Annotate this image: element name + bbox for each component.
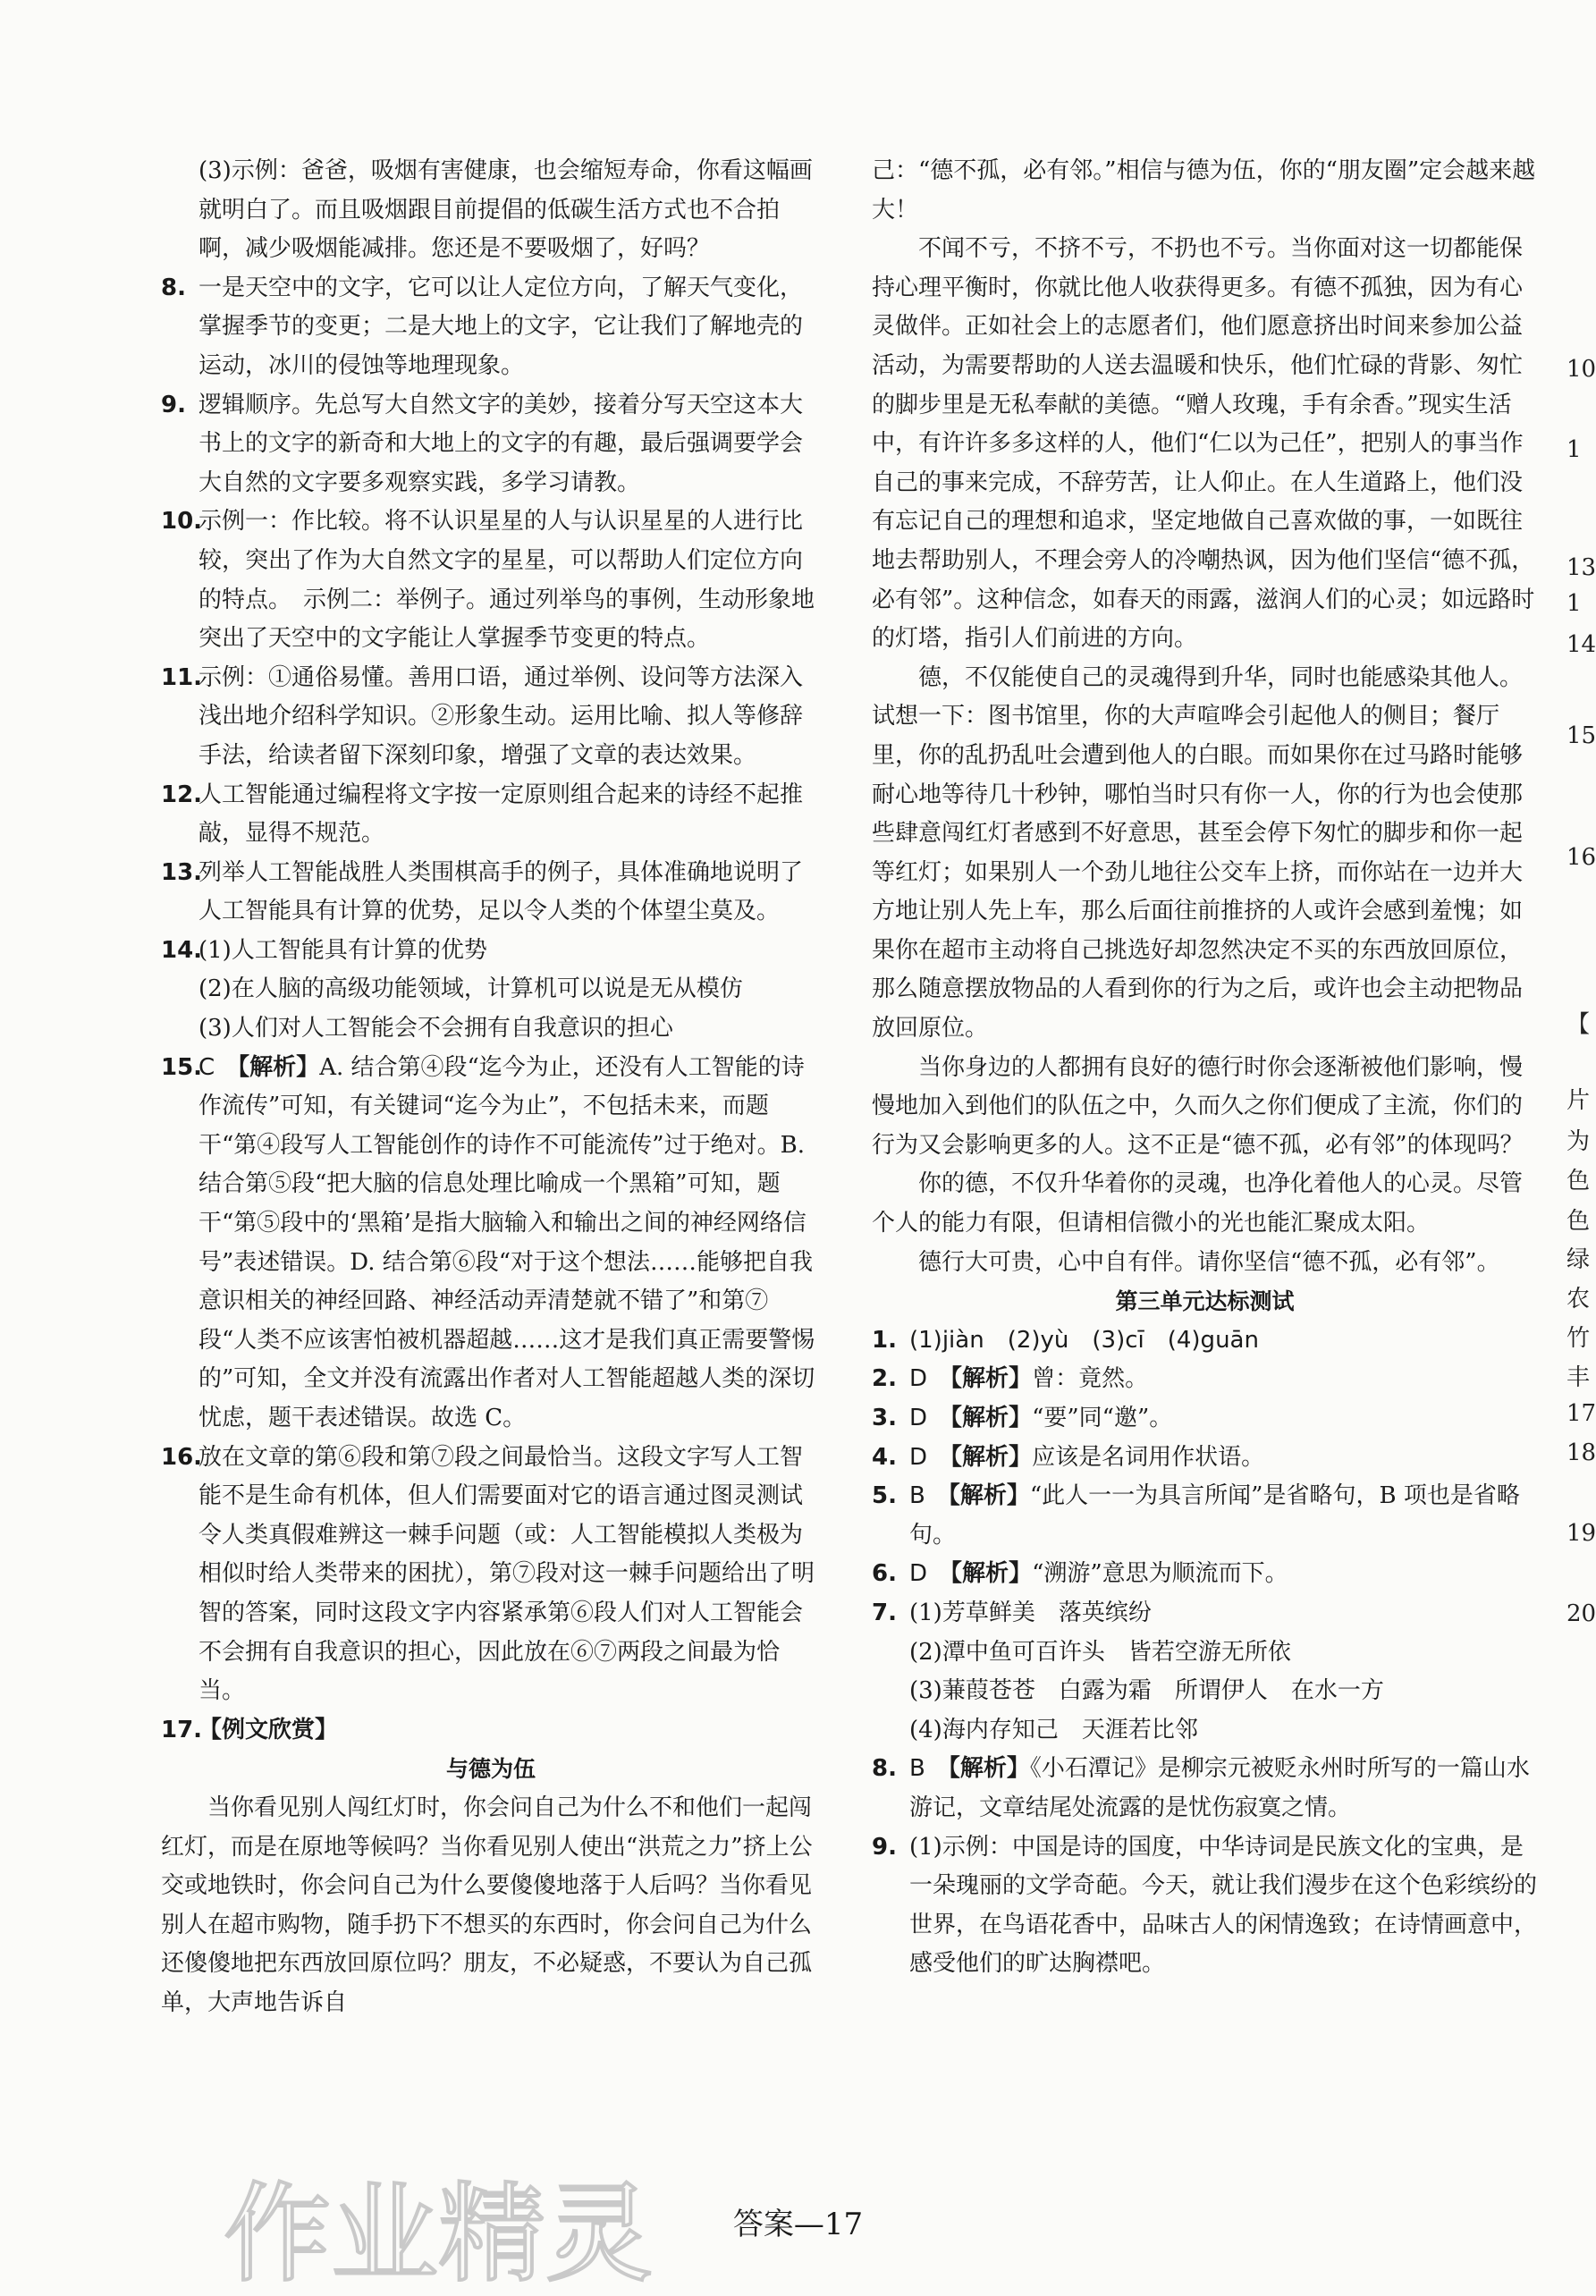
- item-number: 5.: [872, 1482, 897, 1510]
- left-column: [161, 152, 821, 2023]
- answer-item-9: [161, 386, 821, 503]
- section-title: 第三单元达标测试: [1115, 1288, 1295, 1315]
- analysis-text: 曾：竟然。: [1032, 1365, 1149, 1393]
- item-text: (1)jiàn (2)yù (3)cī (4)guān: [909, 1326, 1259, 1354]
- answer-item-16: [161, 1439, 821, 1711]
- edge-char: 片: [1566, 1087, 1591, 1114]
- edge-char: 色: [1566, 1208, 1591, 1235]
- item-number: 11.: [161, 663, 203, 691]
- essay-paragraph-5: 你的德，不仅升华着你的灵魂，也净化着他人的心灵。尽管个人的能力有限，但请相信微小的光也能汇聚成太阳。: [872, 1170, 1524, 1237]
- item-number: 12.: [161, 781, 203, 808]
- item-number: 15.: [161, 1053, 203, 1081]
- unit-test-item-4: [872, 1439, 1538, 1478]
- edge-char: 1: [1566, 436, 1582, 463]
- unit-test-item-1: [872, 1321, 1538, 1361]
- item-number: 1.: [872, 1326, 897, 1354]
- item-number: 16.: [161, 1443, 203, 1471]
- item-sub-1: (1)人工智能具有计算的优势: [198, 936, 487, 964]
- item-sub-4: (4)海内存知己 天涯若比邻: [909, 1716, 1198, 1743]
- analysis-tag: 【解析】: [238, 1053, 320, 1081]
- answer-item-10: [161, 502, 821, 658]
- edge-char: 农: [1566, 1286, 1591, 1313]
- edge-char: 14: [1566, 631, 1596, 658]
- unit-test-item-9: [872, 1828, 1538, 1984]
- item-number: 9.: [872, 1833, 897, 1861]
- item-number: 7.: [872, 1599, 897, 1626]
- answer-letter: C: [198, 1053, 215, 1081]
- item-text: [198, 1049, 821, 1439]
- essay-paragraph-1: 当你看见别人闯红灯时，你会问自己为什么不和他们一起闯红灯，而是在原地等候吗？当你看见别人使出“洪荒之力”挤上公交或地铁时，你会问自己为什么要傻傻地落于人后吗？当你看见别人在超市购物，随手扔下不想买的东西时，你会问自己为什么还傻傻地把东西放回原位吗？朋友，不必疑惑，不要认为自己孤单，大声地告诉自: [161, 1794, 813, 2016]
- edge-char: 竹: [1566, 1325, 1591, 1352]
- analysis-text: “溯游”意思为顺流而下。: [1032, 1560, 1288, 1588]
- answer-item-11: [161, 659, 821, 776]
- analysis-text: 《小石潭记》是柳宗元被贬永州时所写的一篇山水游记，文章结尾处流露的是忧伤寂寞之情。: [909, 1755, 1530, 1821]
- edge-char: 【: [1566, 1011, 1591, 1038]
- item-number: 17.: [161, 1716, 203, 1743]
- edge-char: 绿: [1566, 1246, 1591, 1273]
- analysis-tag: 【解析】: [950, 1365, 1033, 1393]
- answer-letter: D: [909, 1365, 928, 1393]
- item-number: 13.: [161, 858, 203, 886]
- answer-letter: D: [909, 1405, 928, 1431]
- answer-item-17: [161, 1711, 821, 1751]
- item-text: 人工智能通过编程将文字按一定原则组合起来的诗经不起推敲，显得不规范。: [198, 781, 804, 848]
- answer-item-14: [161, 932, 821, 1049]
- item-number: 4.: [872, 1443, 897, 1471]
- edge-char: 1: [1566, 590, 1582, 617]
- item-number: 9.: [161, 391, 186, 418]
- right-column: [872, 152, 1538, 1984]
- answer-item-8: [161, 269, 821, 386]
- essay-paragraph-2: 不闻不亏，不挤不亏，不扔也不亏。当你面对这一切都能保持心理平衡时，你就比他人收获得更多。有德不孤独，因为有心灵做伴。正如社会上的志愿者们，他们愿意挤出时间来参加公益活动，为需要帮助的人送去温暖和快乐，他们忙碌的背影、匆忙的脚步里是无私奉献的美德。“赠人玫瑰，手有余香。”现实生活中，有许许多多这样的人，他们“仁以为己任”，把别人的事当作自己的事来完成，不辞劳苦，让人仰止。在人生道路上，他们没有忘记自己的理想和追求，坚定地做自己喜欢做的事，一如既往地去帮助别人，不理会旁人的冷嘲热讽，因为他们坚信“德不孤，必有邻”。这种信念，如春天的雨露，滋润人们的心灵；如远路时的灯塔，指引人们前进的方向。: [872, 235, 1535, 653]
- edge-char: 20: [1566, 1600, 1596, 1627]
- edge-char: 10: [1566, 356, 1596, 383]
- item-text: 示例：①通俗易懂。善用口语，通过举例、设问等方法深入浅出地介绍科学知识。②形象生动。运用比喻、拟人等修辞手法，给读者留下深刻印象，增强了文章的表达效果。: [198, 663, 804, 769]
- answer-letter: B: [909, 1482, 925, 1510]
- item-text: 逻辑顺序。先总写大自然文字的美妙，接着分写天空这本大书上的文字的新奇和大地上的文字的有趣，最后强调要学会大自然的文字要多观察实践，多学习请教。: [198, 391, 804, 496]
- item-number: 14.: [161, 936, 203, 964]
- essay-title: 与德为伍: [445, 1756, 536, 1783]
- item-number: 6.: [872, 1560, 897, 1588]
- item-sub-2: (2)在人脑的高级功能领域，计算机可以说是无从模仿: [198, 975, 743, 1003]
- analysis-text: “此人一一为具言所闻”是省略句，B 项也是省略句。: [909, 1482, 1520, 1549]
- edge-char: 16: [1566, 844, 1596, 871]
- essay-paragraph-6: 德行大可贵，心中自有伴。请你坚信“德不孤，必有邻”。: [918, 1248, 1500, 1276]
- item-number: 10.: [161, 508, 203, 536]
- item-number: 8.: [161, 274, 186, 301]
- edge-char: 15: [1566, 722, 1596, 749]
- unit-test-item-5: [872, 1477, 1538, 1555]
- analysis-tag: 【解析】: [948, 1755, 1030, 1783]
- edge-char: 13: [1566, 554, 1596, 581]
- essay-paragraph-3: 德，不仅能使自己的灵魂得到升华，同时也能感染其他人。试想一下：图书馆里，你的大声喧哗会引起他人的侧目；餐厅里，你的乱扔乱吐会遭到他人的白眼。而如果你在过马路时能够耐心地等待几十秒钟，哪怕当时只有你一人，你的行为也会使那些肆意闯红灯者感到不好意思，甚至会停下匆忙的脚步和你一起等红灯；如果别人一个劲儿地往公交车上挤，而你站在一边并大方地让别人先上车，那么后面往前推挤的人或许会感到羞愧；如果你在超市主动将自己挑选好却忽然决定不买的东西放回原位，那么随意摆放物品的人看到你的行为之后，或许也会主动把物品放回原位。: [872, 663, 1524, 1042]
- watermark-text: 作业精灵: [224, 2173, 653, 2293]
- answer-item-15: [161, 1049, 821, 1439]
- item-sub-2: (2)潭中鱼可百许头 皆若空游无所依: [909, 1638, 1291, 1666]
- analysis-tag: 【解析】: [950, 1405, 1033, 1431]
- answer-item-12: [161, 776, 821, 854]
- item-sub-1: (1)芳草鲜美 落英缤纷: [909, 1599, 1152, 1626]
- edge-char: 19: [1566, 1520, 1596, 1547]
- analysis-tag: 【解析】: [948, 1482, 1030, 1510]
- answer-letter: D: [909, 1443, 928, 1471]
- unit-test-item-7: [872, 1594, 1538, 1750]
- item-number: 8.: [872, 1755, 897, 1783]
- analysis-text: 应该是名词用作状语。: [1032, 1443, 1265, 1471]
- item-number: 2.: [872, 1365, 897, 1393]
- item7-sub3: (3)示例：爸爸，吸烟有害健康，也会缩短寿命，你看这幅画就明白了。而且吸烟跟目前提倡的低碳生活方式也不合拍啊，减少吸烟能减排。您还是不要吸烟了，好吗？: [198, 157, 813, 263]
- item-number: 3.: [872, 1405, 897, 1431]
- unit-test-item-8: [872, 1750, 1538, 1828]
- edge-char: 为: [1566, 1128, 1591, 1155]
- edge-char: 丰: [1566, 1364, 1591, 1391]
- analysis-tag: 【解析】: [950, 1560, 1033, 1588]
- edge-char: 17: [1566, 1400, 1596, 1427]
- cropped-next-column: [1566, 0, 1596, 2296]
- essay-continuation: 己：“德不孤，必有邻。”相信与德为伍，你的“朋友圈”定会越来越大！: [872, 157, 1536, 224]
- item-sub-3: (3)人们对人工智能会不会拥有自我意识的担心: [198, 1015, 673, 1042]
- item-text: 一是天空中的文字，它可以让人定位方向，了解天气变化，掌握季节的变更；二是大地上的文字，它让我们了解地壳的运动，冰川的侵蚀等地理现象。: [198, 274, 804, 379]
- answer-item-13: [161, 854, 821, 932]
- edge-char: 18: [1566, 1439, 1596, 1466]
- item-text: 放在文章的第⑥段和第⑦段之间最恰当。这段文字写人工智能不是生命有机体，但人们需要面对它的语言通过图灵测试令人类真假难辨这一棘手问题（或：人工智能模拟人类极为相似时给人类带来的困扰），第⑦段对这一棘手问题给出了明智的答案，同时这段文字内容紧承第⑥段人们对人工智能会不会拥有自我意识的担心，因此放在⑥⑦两段之间最为恰当。: [198, 1443, 815, 1705]
- item-text: (1)示例：中国是诗的国度，中华诗词是民族文化的宝典，是一朵瑰丽的文学奇葩。今天，就让我们漫步在这个色彩缤纷的世界，在鸟语花香中，品味古人的闲情逸致；在诗情画意中，感受他们的旷达胸襟吧。: [909, 1833, 1538, 1978]
- answer-letter: B: [909, 1755, 925, 1783]
- page-footer: 答案—17: [732, 2207, 864, 2242]
- unit-test-item-3: [872, 1399, 1538, 1439]
- analysis-text: “要”同“邀”。: [1032, 1405, 1173, 1431]
- edge-char: 色: [1566, 1168, 1591, 1194]
- analysis-tag: 【解析】: [950, 1443, 1033, 1471]
- example-essay-tag: 【例文欣赏】: [198, 1716, 339, 1743]
- unit-test-item-2: [872, 1360, 1538, 1399]
- unit-test-item-6: [872, 1555, 1538, 1594]
- watermark-logo: [215, 2168, 715, 2293]
- item-text: 列举人工智能战胜人类围棋高手的例子，具体准确地说明了人工智能具有计算的优势，足以令人类的个体望尘莫及。: [198, 858, 804, 925]
- analysis-text: A. 结合第④段“迄今为止，还没有人工智能的诗作流传”可知，有关键词“迄今为止”，不包括未来，而题干“第④段写人工智能创作的诗作不可能流传”过于绝对。B. 结合第⑤段“把大脑的信息处理比喻成一个黑箱”可知，题干“第⑤段中的‘黑箱’是指大脑输入和输出之间的神经网络信号”表述错误。D. 结合第⑥段“对于这个想法……能够把自我意识相关的神经回路、神经活动弄清楚就不错了”和第⑦段“人类不应该害怕被机器超越……这才是我们真正需要警惕的”可知，全文并没有流露出作者对人工智能超越人类的深切忧虑，题干表述错误。故选 C。: [198, 1053, 815, 1431]
- essay-paragraph-4: 当你身边的人都拥有良好的德行时你会逐渐被他们影响，慢慢地加入到他们的队伍之中，久而久之你们便成了主流，你们的行为又会影响更多的人。这不正是“德不孤，必有邻”的体现吗？: [872, 1053, 1524, 1159]
- item-text: 示例一：作比较。将不认识星星的人与认识星星的人进行比较，突出了作为大自然文字的星星，可以帮助人们定位方向的特点。 示例二：举例子。通过列举鸟的事例，生动形象地突出了天空中的文字能让人掌握季节变更的特点。: [198, 508, 815, 653]
- item-sub-3: (3)蒹葭苍苍 白露为霜 所谓伊人 在水一方: [909, 1677, 1384, 1705]
- answer-letter: D: [909, 1560, 928, 1588]
